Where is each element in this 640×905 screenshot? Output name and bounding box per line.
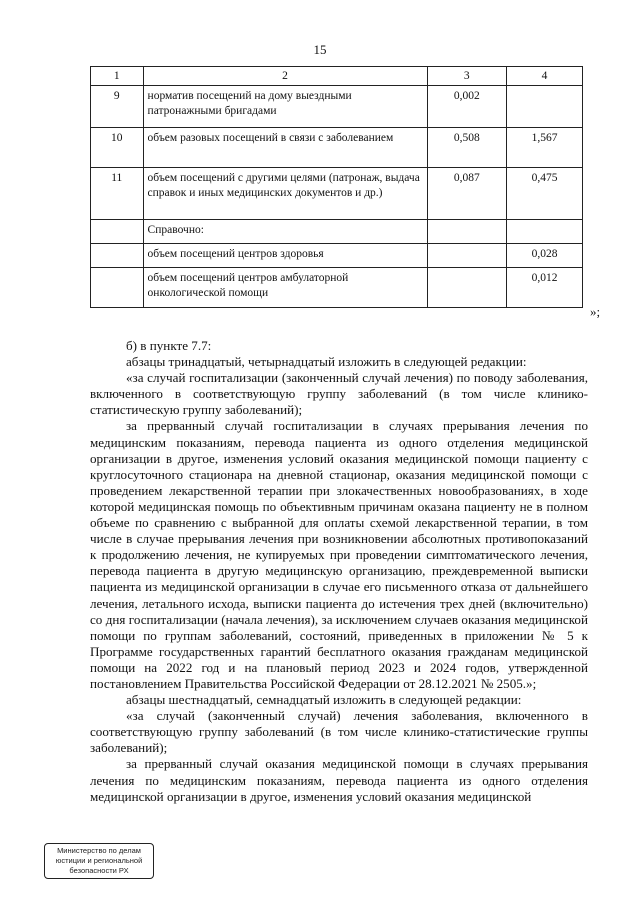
table-header-row xyxy=(91,67,583,86)
row-value-4 xyxy=(507,86,583,128)
row-value-3 xyxy=(427,220,507,244)
paragraph: «за случай госпитализации (законченный случай лечения) по поводу заболевания, включенного в соответствующую группу заболеваний (в том числе клинико-статистическую группу заболеваний); xyxy=(90,370,588,418)
page-number: 15 xyxy=(313,42,327,57)
row-number xyxy=(91,268,144,308)
header-cell: 3 xyxy=(427,67,507,86)
row-number: 10 xyxy=(91,128,144,168)
row-value-4: 0,012 xyxy=(507,268,583,308)
row-number xyxy=(91,244,144,268)
header-cell: 2 xyxy=(143,67,427,86)
paragraph: за прерванный случай оказания медицинской помощи в случаях прерывания лечения по медицинским показаниям, перевода пациента из одного отделения медицинской организации в другое, изменения условий оказания медицинской xyxy=(90,756,588,804)
row-value-3 xyxy=(427,244,507,268)
row-text: объем посещений центров здоровья xyxy=(143,244,427,268)
row-text: объем посещений с другими целями (патронаж, выдача справок и иных медицинских документов и др.) xyxy=(143,168,427,220)
paragraph: «за случай (законченный случай) лечения заболевания, включенного в соответствующую группу заболеваний (в том числе клинико-статистические группы заболеваний); xyxy=(90,708,588,756)
row-value-3 xyxy=(427,268,507,308)
row-value-4: 0,028 xyxy=(507,244,583,268)
stamp-line: Министерство по делам xyxy=(57,846,141,855)
row-value-3: 0,508 xyxy=(427,128,507,168)
row-number: 11 xyxy=(91,168,144,220)
paragraph: абзацы шестнадцатый, семнадцатый изложить в следующей редакции: xyxy=(126,692,522,708)
table-row xyxy=(91,128,583,168)
paragraph: абзацы тринадцатый, четырнадцатый изложить в следующей редакции: xyxy=(126,354,527,370)
row-value-3: 0,087 xyxy=(427,168,507,220)
table-row xyxy=(91,220,583,244)
row-value-4: 1,567 xyxy=(507,128,583,168)
paragraph: б) в пункте 7.7: xyxy=(126,338,212,353)
row-text: объем посещений центров амбулаторной онкологической помощи xyxy=(143,268,427,308)
stamp-line: юстиции и региональной xyxy=(55,856,143,865)
table-row xyxy=(91,244,583,268)
table-row xyxy=(91,86,583,128)
row-value-3: 0,002 xyxy=(427,86,507,128)
stamp-line: безопасности РХ xyxy=(69,866,129,875)
header-cell: 1 xyxy=(91,67,144,86)
table-closing-quote: »; xyxy=(590,304,601,319)
document-body xyxy=(90,338,588,805)
row-value-4 xyxy=(507,220,583,244)
row-text: Справочно: xyxy=(143,220,427,244)
table-row xyxy=(91,168,583,220)
paragraph: за прерванный случай госпитализации в случаях прерывания лечения по медицинским показаниям, перевода пациента из одного отделения медицинской организации в другое, изменения условий оказания медицинской помощи пациенту с круглосуточного стационара на дневной стационар, оказания медицинской помощи с проведением лекарственной терапии при злокачественных новообразованиях, в ходе которой медицинская помощь по объективным причинам оказана пациенту не в полном объеме по сравнению с выбранной для оплаты схемой лекарственной терапии, в том числе в случае прерывания лечения при возникновении абсолютных противопоказаний к продолжению лечения, не купируемых при проведении симптоматического лечения, перевода пациента в другую медицинскую организацию, преждевременной выписки пациента из медицинской организации в случае его письменного отказа от дальнейшего лечения, летального исхода, выписки пациента до истечения трех дней (включительно) со дня госпитализации (начала лечения), за исключением случаев оказания медицинской помощи по группам заболеваний, состояний, приведенных в приложении № 5 к Программе государственных гарантий бесплатного оказания гражданам медицинской помощи на 2022 год и на плановый период 2023 и 2024 годов, утвержденной постановлением Правительства Российской Федерации от 28.12.2021 № 2505.»; xyxy=(90,418,588,691)
table-row xyxy=(91,268,583,308)
norms-table xyxy=(90,66,583,308)
row-text: норматив посещений на дому выездными патронажными бригадами xyxy=(143,86,427,128)
header-cell: 4 xyxy=(507,67,583,86)
row-number: 9 xyxy=(91,86,144,128)
row-value-4: 0,475 xyxy=(507,168,583,220)
row-number xyxy=(91,220,144,244)
registration-stamp xyxy=(44,843,154,879)
row-text: объем разовых посещений в связи с заболеванием xyxy=(143,128,427,168)
